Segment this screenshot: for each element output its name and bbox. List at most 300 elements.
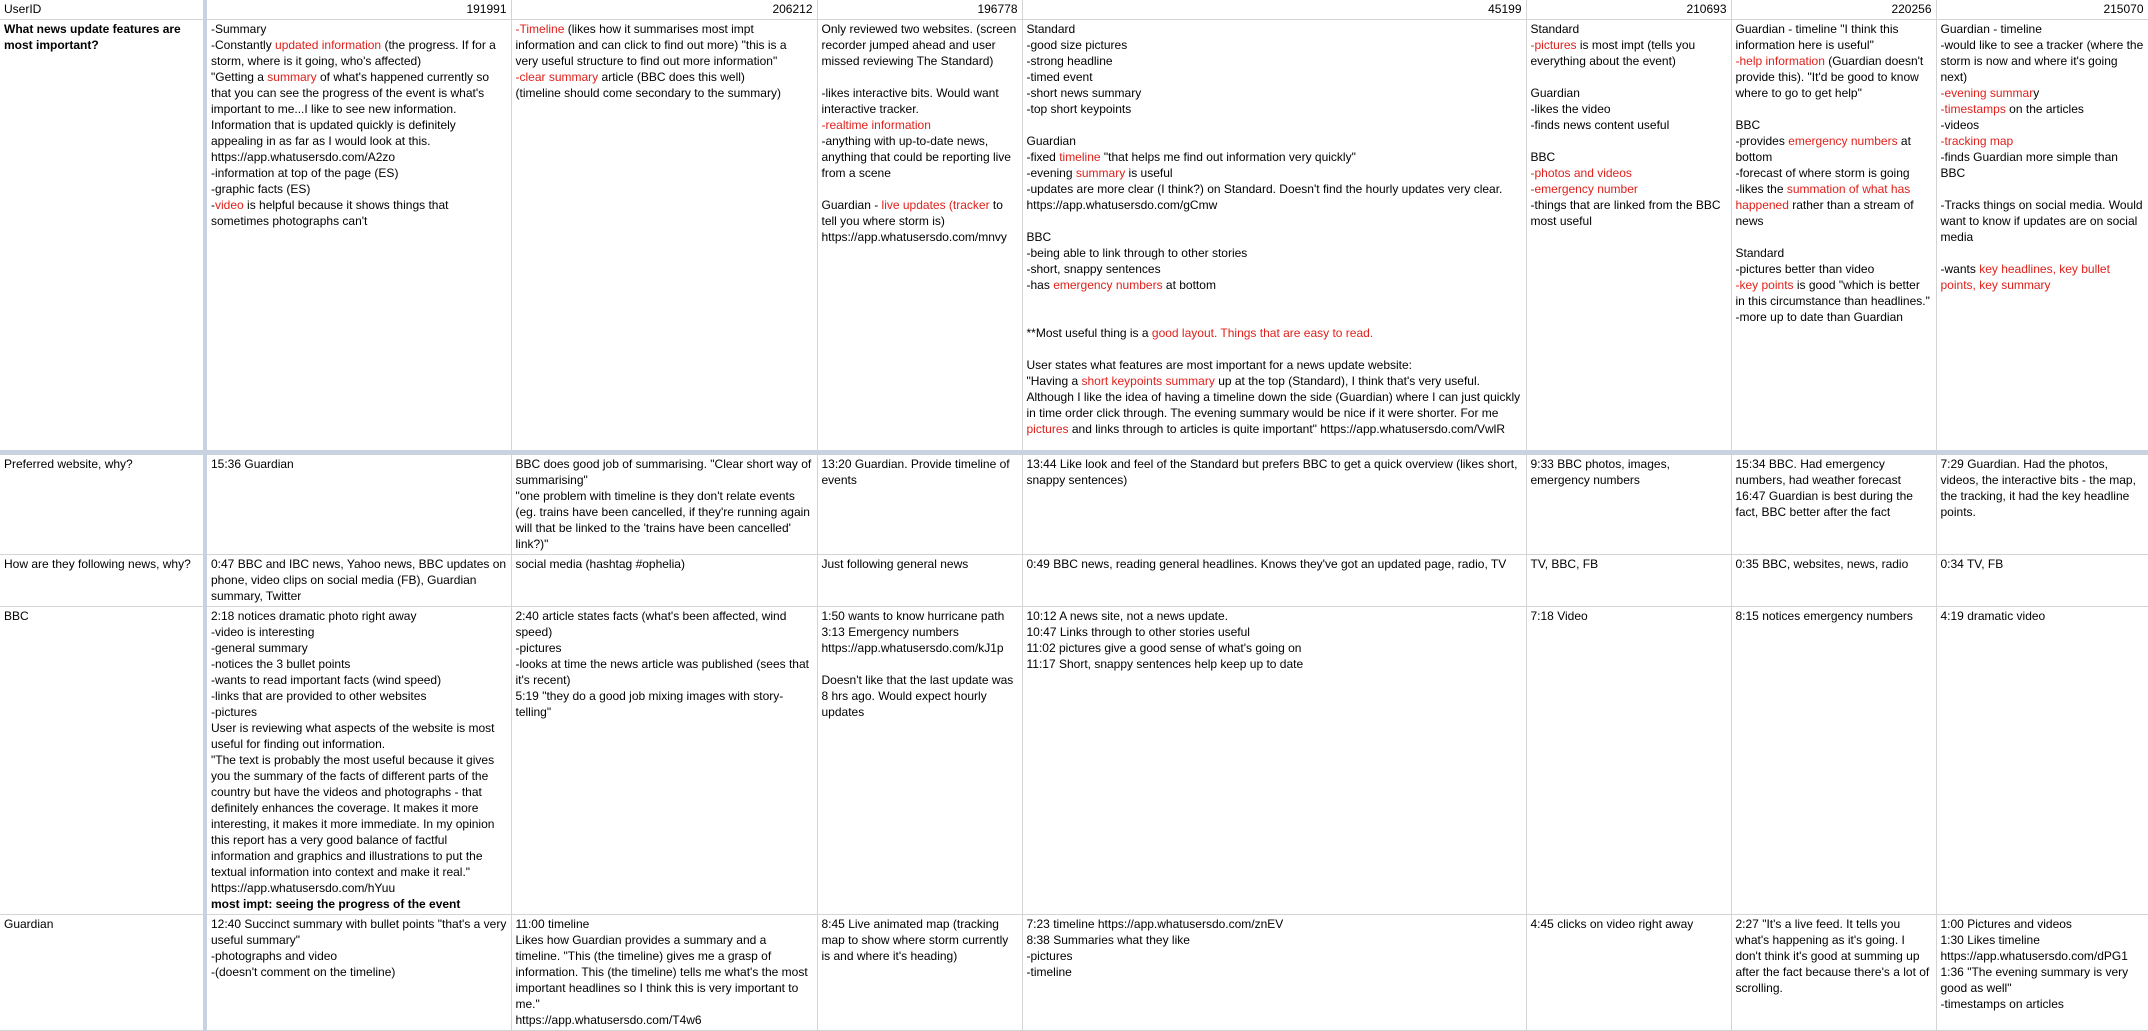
cell-text: 9:33 BBC photos, images, emergency numbers (1530, 457, 1674, 487)
cell-text: 0:47 BBC and IBC news, Yahoo news, BBC updates on phone, video clips on social media (FB), Guardian summary, Twitter (211, 557, 510, 603)
cell-text: (Guardian doesn't provide this). "It'd be good to know where to go to get help" (1735, 54, 1927, 100)
note-cell[interactable] (817, 915, 1022, 1031)
cell-line (516, 608, 813, 640)
cell-line (1941, 556, 2144, 572)
cell-text: -likes interactive bits. Would want interactive tracker. (821, 86, 1003, 116)
cell-line (1531, 456, 1727, 488)
cell-line (822, 608, 1018, 624)
data-row (0, 607, 2148, 915)
cell-line (822, 656, 1018, 672)
note-cell[interactable] (1936, 453, 2148, 555)
note-cell[interactable] (817, 607, 1022, 915)
cell-line (1531, 165, 1727, 181)
cell-text: -timeline (1026, 965, 1072, 979)
cell-line (1736, 117, 1932, 133)
cell-line (211, 624, 507, 640)
cell-line (211, 704, 507, 720)
note-cell[interactable] (1731, 555, 1936, 607)
cell-text: 4:45 clicks on video right away (1530, 917, 1694, 931)
cell-text: is most impt (tells you everything about the event) (1530, 38, 1699, 68)
cell-text: https://app.whatusersdo.com/dPG1 (1940, 949, 2128, 963)
cell-text: of what's happened currently so that you can see the progress of the event is what's important to me...I like to see new information. Information that is updated quickly is definitely appealing in as far as I would look at this. (211, 70, 493, 148)
cell-line (822, 197, 1018, 229)
cell-text: -notices the 3 bullet points (211, 657, 351, 671)
cell-line (1531, 608, 1727, 624)
cell-line (211, 896, 507, 912)
cell-line (1531, 37, 1727, 69)
cell-line (1027, 309, 1522, 325)
cell-line (1941, 181, 2144, 197)
cell-line (1736, 53, 1932, 101)
cell-line (1027, 261, 1522, 277)
cell-line (211, 672, 507, 688)
cell-text: -would like to see a tracker (where the storm is now and where it's going next) (1940, 38, 2147, 84)
cell-line (1941, 456, 2144, 520)
cell-text: -links that are provided to other websites (211, 689, 427, 703)
cell-line (516, 916, 813, 932)
cell-text: -graphic facts (ES) (211, 182, 311, 196)
cell-text: 13:20 Guardian. Provide timeline of events (821, 457, 1013, 487)
cell-text: User states what features are most important for a news update website: (1026, 358, 1413, 372)
cell-text: "that helps me find out information very quickly" (1100, 150, 1356, 164)
cell-text: Standard (1530, 22, 1580, 36)
note-cell[interactable] (1731, 607, 1936, 915)
note-cell[interactable] (511, 555, 817, 607)
cell-text: 0:49 BBC news, reading general headlines. Knows they've got an updated page, radio, TV (1026, 557, 1507, 571)
cell-text: -fixed (1026, 150, 1060, 164)
cell-text: 11:00 timeline (515, 917, 590, 931)
note-cell[interactable] (205, 607, 511, 915)
note-cell[interactable] (511, 20, 817, 453)
cell-line (1941, 85, 2144, 101)
cell-text: "The text is probably the most useful because it gives you the summary of the facts of different parts of the country but have the videos and photographs - that definitely enhances the coverage. It makes it more interesting, it makes it more immediate. In my opinion this report has a very good balance of factful information and graphics and illustrations to put the textual information into context and make it real." (211, 753, 498, 879)
cell-line (211, 688, 507, 704)
row-label-cell[interactable]: How are they following news, why? (0, 555, 205, 607)
userid-cell[interactable]: 191991 (205, 0, 511, 20)
header-label-cell[interactable]: UserID (0, 0, 205, 20)
cell-line (1027, 293, 1522, 309)
highlighted-text: -Timeline (515, 22, 565, 36)
cell-line (1027, 197, 1522, 213)
cell-text: 10:47 Links through to other stories useful (1026, 625, 1250, 639)
cell-text: -evening (1026, 166, 1076, 180)
cell-text: -wants (1940, 262, 1980, 276)
cell-line (1940, 37, 2147, 85)
cell-line (1027, 149, 1522, 165)
cell-text: -Summary (211, 22, 267, 36)
cell-text: -videos (1940, 118, 1980, 132)
highlighted-text: pictures (1026, 422, 1069, 436)
cell-text: https://app.whatusersdo.com/A2zo (211, 150, 396, 164)
cell-text: 7:23 timeline https://app.whatusersdo.com/znEV (1026, 917, 1284, 931)
note-cell[interactable] (205, 453, 511, 555)
cell-line (1027, 656, 1522, 672)
cell-text: -has (1026, 278, 1054, 292)
cell-line (1027, 341, 1522, 357)
cell-line (1027, 624, 1522, 640)
cell-line (1736, 488, 1932, 520)
cell-text: -anything with up-to-date news, anything that could be reporting live from a scene (821, 134, 1015, 180)
highlighted-text: -timestamps (1940, 102, 2006, 116)
cell-line (1531, 133, 1727, 149)
note-cell[interactable] (1526, 20, 1731, 453)
cell-line (211, 21, 507, 37)
cell-line (211, 456, 507, 472)
cell-line (1027, 640, 1522, 656)
highlighted-text: short keypoints summary (1081, 374, 1215, 388)
note-cell[interactable] (1022, 20, 1526, 453)
note-cell[interactable] (1022, 607, 1526, 915)
cell-line (211, 556, 510, 604)
cell-line (1027, 181, 1522, 197)
cell-line (516, 656, 813, 688)
cell-text: -good size pictures (1026, 38, 1128, 52)
cell-text: 15:36 Guardian (211, 457, 294, 471)
cell-line (1027, 21, 1522, 37)
cell-line (211, 916, 510, 948)
cell-text: 0:35 BBC, websites, news, radio (1735, 557, 1909, 571)
highlighted-text: -help information (1735, 54, 1825, 68)
cell-line (516, 1012, 813, 1028)
cell-line (211, 880, 507, 896)
cell-line (1736, 556, 1932, 572)
highlighted-text: updated information (275, 38, 382, 52)
note-cell[interactable] (1022, 555, 1526, 607)
note-cell[interactable] (1526, 555, 1731, 607)
highlighted-text: -evening summar (1940, 86, 2034, 100)
cell-line (516, 932, 813, 1012)
cell-line (1941, 197, 2144, 245)
cell-line (1027, 165, 1522, 181)
note-cell[interactable] (1731, 915, 1936, 1031)
cell-text: -Tracks things on social media. Would want to know if updates are on social media (1940, 198, 2146, 244)
cell-text: 11:17 Short, snappy sentences help keep up to date (1026, 657, 1304, 671)
cell-line (1027, 277, 1522, 293)
highlighted-text: -tracking map (1940, 134, 2014, 148)
cell-text: Only reviewed two websites. (screen recorder jumped ahead and user missed reviewing The Standard) (821, 22, 1020, 68)
cell-line (822, 556, 1018, 572)
cell-line (822, 69, 1018, 85)
cell-text: Guardian - timeline (1940, 22, 2042, 36)
cell-text: article (BBC does this well) (598, 70, 745, 84)
cell-line (211, 656, 507, 672)
userid-cell[interactable]: 45199 (1022, 0, 1526, 20)
highlighted-text: -realtime information (821, 118, 931, 132)
cell-text: on the articles (2005, 102, 2084, 116)
cell-text: BBC (1530, 150, 1556, 164)
note-cell[interactable] (205, 20, 511, 453)
cell-text: (timeline should come secondary to the summary) (515, 86, 781, 100)
cell-line (822, 85, 1018, 117)
row-label-cell[interactable]: BBC (0, 607, 205, 915)
cell-line (1941, 101, 2144, 117)
cell-text: is good "which is better in this circumstance than headlines." (1735, 278, 1930, 308)
note-cell[interactable] (1936, 20, 2148, 453)
cell-text: -more up to date than Guardian (1735, 310, 1903, 324)
highlighted-text: live updates (tracker (881, 198, 990, 212)
cell-text: -photographs and video (211, 949, 338, 963)
highlighted-text: video (215, 198, 244, 212)
note-cell[interactable] (1022, 915, 1526, 1031)
cell-line (1531, 149, 1727, 165)
cell-line (1941, 149, 2144, 181)
cell-text: Standard (1026, 22, 1076, 36)
cell-line (1941, 117, 2144, 133)
cell-line (1736, 165, 1932, 181)
cell-line (516, 21, 813, 69)
note-cell[interactable] (817, 453, 1022, 555)
note-cell[interactable] (817, 20, 1022, 453)
cell-line (1531, 69, 1727, 85)
note-cell[interactable] (817, 555, 1022, 607)
cell-line (1027, 357, 1522, 373)
data-row (0, 555, 2148, 607)
cell-text: https://app.whatusersdo.com/kJ1p (821, 641, 1004, 655)
cell-text: 7:29 Guardian. Had the photos, videos, the interactive bits - the map, the tracking, it had the key headline points. (1940, 457, 2140, 519)
note-cell[interactable] (205, 915, 511, 1031)
cell-line (211, 948, 507, 964)
cell-line (211, 181, 507, 197)
cell-line (1531, 117, 1727, 133)
cell-text: 13:44 Like look and feel of the Standard but prefers BBC to get a quick overview (likes short, snappy sentences) (1026, 457, 1521, 487)
note-cell[interactable] (1731, 453, 1936, 555)
cell-text: Guardian (1530, 86, 1580, 100)
highlighted-text: emergency numbers (1053, 278, 1163, 292)
cell-line (211, 640, 507, 656)
cell-text: -top short keypoints (1026, 102, 1132, 116)
cell-text: 1:30 Likes timeline (1940, 933, 2040, 947)
cell-line (1531, 197, 1727, 229)
cell-text: Guardian - timeline "I think this information here is useful" (1735, 22, 1902, 52)
highlighted-text: key headlines, key bullet points, key summary (1940, 262, 2114, 292)
cell-line (822, 672, 1018, 720)
cell-line (1736, 309, 1932, 325)
cell-text: 8:38 Summaries what they like (1026, 933, 1190, 947)
highlighted-text: -photos and videos (1530, 166, 1632, 180)
cell-text: and links through to articles is quite important" https://app.whatusersdo.com/VwlR (1068, 422, 1506, 436)
cell-line (211, 197, 507, 229)
cell-text: -Constantly (211, 38, 276, 52)
cell-text: -short news summary (1026, 86, 1142, 100)
cell-line (1736, 456, 1932, 488)
cell-text: "Having a (1026, 374, 1082, 388)
note-cell[interactable] (1936, 607, 2148, 915)
highlighted-text: summation of what has happened (1735, 182, 1914, 212)
cell-text: User is reviewing what aspects of the website is most useful for finding out information. (211, 721, 498, 751)
highlighted-text: good layout. Things that are easy to read. (1151, 326, 1374, 340)
cell-text: 12:40 Succinct summary with bullet points "that's a very useful summary" (211, 917, 510, 947)
userid-cell[interactable]: 220256 (1731, 0, 1936, 20)
cell-text: -finds news content useful (1530, 118, 1670, 132)
cell-text: 15:34 BBC. Had emergency numbers, had weather forecast (1735, 457, 1901, 487)
cell-text: -timed event (1026, 70, 1093, 84)
cell-text: -wants to read important facts (wind speed) (211, 673, 442, 687)
cell-line (211, 165, 507, 181)
cell-line (1027, 608, 1522, 624)
cell-line (1531, 85, 1727, 101)
cell-text: 2:27 "It's a live feed. It tells you what's happening as it's going. I don't think it's good at summing up after the fact because there's a lot of scrolling. (1735, 917, 1933, 995)
cell-line (516, 456, 813, 488)
cell-line (822, 229, 1018, 245)
cell-line (1941, 964, 2144, 996)
cell-text: BBC (1026, 230, 1052, 244)
cell-text: BBC (1735, 118, 1761, 132)
cell-line (1027, 964, 1522, 980)
cell-line (1027, 37, 1522, 53)
cell-line (1027, 245, 1522, 261)
cell-text: most impt: seeing the progress of the event (211, 897, 461, 911)
cell-line (516, 688, 813, 720)
highlighted-text: timeline (1059, 150, 1101, 164)
cell-text: https://app.whatusersdo.com/hYuu (211, 881, 396, 895)
note-cell[interactable] (511, 453, 817, 555)
userid-cell[interactable]: 196778 (817, 0, 1022, 20)
cell-line (822, 624, 1018, 640)
userid-cell[interactable]: 215070 (1936, 0, 2148, 20)
userid-cell[interactable]: 210693 (1526, 0, 1731, 20)
cell-text: (likes how it summarises most impt information and can click to find out more) "this is a very useful structure to find out more information" (515, 22, 790, 68)
cell-text: 8:15 notices emergency numbers (1735, 609, 1913, 623)
cell-line (1736, 133, 1932, 165)
cell-text: **Most useful thing is a (1026, 326, 1152, 340)
cell-line (1027, 117, 1522, 133)
cell-line (822, 117, 1018, 133)
cell-text: Just following general news (821, 557, 969, 571)
cell-text: -provides (1735, 134, 1789, 148)
cell-line (1736, 21, 1932, 53)
highlighted-text: summary (267, 70, 317, 84)
note-cell[interactable] (511, 607, 817, 915)
cell-text: 4:19 dramatic video (1940, 609, 2046, 623)
cell-line (516, 640, 813, 656)
cell-line (1027, 229, 1522, 245)
cell-text: to tell you where storm is) (821, 198, 1007, 228)
cell-line (1736, 261, 1932, 277)
cell-line (1531, 916, 1727, 932)
data-row (0, 20, 2148, 453)
cell-line (211, 752, 507, 880)
cell-text: "one problem with timeline is they don't relate events (eg. trains have been cancelled, if they're running again will that be linked to the 'trains have been cancelled' link?)" (515, 489, 814, 551)
cell-text: 2:18 notices dramatic photo right away (211, 609, 417, 623)
note-cell[interactable] (1936, 555, 2148, 607)
note-cell[interactable] (1936, 915, 2148, 1031)
cell-line (1027, 916, 1522, 932)
note-cell[interactable] (1526, 915, 1731, 1031)
note-cell[interactable] (511, 915, 817, 1031)
cell-text: BBC does good job of summarising. "Clear short way of summarising" (515, 457, 815, 487)
cell-text: -strong headline (1026, 54, 1113, 68)
cell-text: is useful (1125, 166, 1173, 180)
cell-text: 5:19 "they do a good job mixing images with story-telling" (515, 689, 784, 719)
cell-line (1736, 916, 1932, 996)
cell-line (1027, 69, 1522, 85)
cell-text: -pictures (211, 705, 258, 719)
cell-line (1941, 996, 2144, 1012)
highlighted-text: -pictures (1530, 38, 1577, 52)
cell-text: (the progress. If for a storm, where is it going, who's affected) (211, 38, 500, 68)
cell-text: y (2033, 86, 2040, 100)
cell-text: -video is interesting (211, 625, 315, 639)
cell-text: Guardian (1026, 134, 1076, 148)
cell-text: -general summary (211, 641, 308, 655)
cell-text: -pictures (1026, 949, 1073, 963)
data-row (0, 453, 2148, 555)
cell-text: 1:00 Pictures and videos (1940, 917, 2072, 931)
cell-line (1941, 916, 2144, 932)
cell-text: -(doesn't comment on the timeline) (211, 965, 396, 979)
cell-text: Likes how Guardian provides a summary and a timeline. "This (the timeline) gives me a grasp of information. This (the timeline) tells me what's the most important headlines so I think this is very important to me." (515, 933, 812, 1011)
cell-line (1736, 608, 1932, 624)
cell-line (1736, 229, 1932, 245)
cell-text: https://app.whatusersdo.com/mnvy (821, 230, 1007, 244)
cell-line (1941, 608, 2144, 624)
row-label-cell[interactable]: What news update features are most important? (0, 20, 205, 453)
cell-text: 11:02 pictures give a good sense of what's going on (1026, 641, 1302, 655)
row-label-cell[interactable]: Preferred website, why? (0, 453, 205, 555)
cell-line (211, 964, 507, 980)
cell-text: Doesn't like that the last update was 8 hrs ago. Would expect hourly updates (821, 673, 1017, 719)
cell-text: https://app.whatusersdo.com/gCmw (1026, 198, 1218, 212)
cell-line (1941, 245, 2144, 261)
cell-text: at bottom (1162, 278, 1216, 292)
note-cell[interactable] (205, 555, 511, 607)
cell-text: rather than a stream of news (1735, 198, 1917, 228)
cell-line (1027, 932, 1522, 948)
cell-line (1027, 85, 1522, 101)
cell-text: -updates are more clear (I think?) on Standard. Doesn't find the hourly updates very clear. (1026, 182, 1503, 196)
row-label-cell[interactable]: Guardian (0, 915, 205, 1031)
cell-line (1941, 133, 2144, 149)
note-cell[interactable] (1022, 453, 1526, 555)
cell-line (211, 37, 507, 69)
cell-line (1736, 181, 1932, 229)
data-row (0, 915, 2148, 1031)
cell-line (1027, 325, 1522, 341)
cell-line (1531, 181, 1727, 197)
cell-line (211, 608, 507, 624)
cell-line (1027, 948, 1522, 964)
cell-line (1941, 932, 2144, 948)
cell-line (1027, 556, 1522, 572)
cell-text: is helpful because it shows things that sometimes photographs can't (211, 198, 452, 228)
note-cell[interactable] (1731, 20, 1936, 453)
cell-text: 16:47 Guardian is best during the fact, BBC better after the fact (1735, 489, 1917, 519)
note-cell[interactable] (1526, 453, 1731, 555)
cell-line (1027, 53, 1522, 69)
cell-text: -pictures better than video (1735, 262, 1875, 276)
cell-line (1531, 101, 1727, 117)
highlighted-text: emergency numbers (1788, 134, 1898, 148)
cell-text: 0:34 TV, FB (1940, 557, 2004, 571)
cell-text: - (211, 198, 215, 212)
cell-text: 8:45 Live animated map (tracking map to show where storm currently is and where it's heading) (821, 917, 1012, 963)
cell-line (516, 85, 813, 101)
cell-line (822, 133, 1018, 181)
cell-line (516, 69, 813, 85)
cell-text: 10:12 A news site, not a news update. (1026, 609, 1228, 623)
cell-line (1736, 277, 1932, 309)
highlighted-text: -key points (1735, 278, 1794, 292)
cell-line (516, 488, 813, 552)
note-cell[interactable] (1526, 607, 1731, 915)
highlighted-text: -clear summary (515, 70, 599, 84)
userid-cell[interactable]: 206212 (511, 0, 817, 20)
cell-text: Guardian - (821, 198, 882, 212)
cell-text: -things that are linked from the BBC most useful (1530, 198, 1724, 228)
cell-line (516, 556, 813, 572)
cell-text: -finds Guardian more simple than BBC (1940, 150, 2122, 180)
cell-line (1027, 373, 1522, 437)
